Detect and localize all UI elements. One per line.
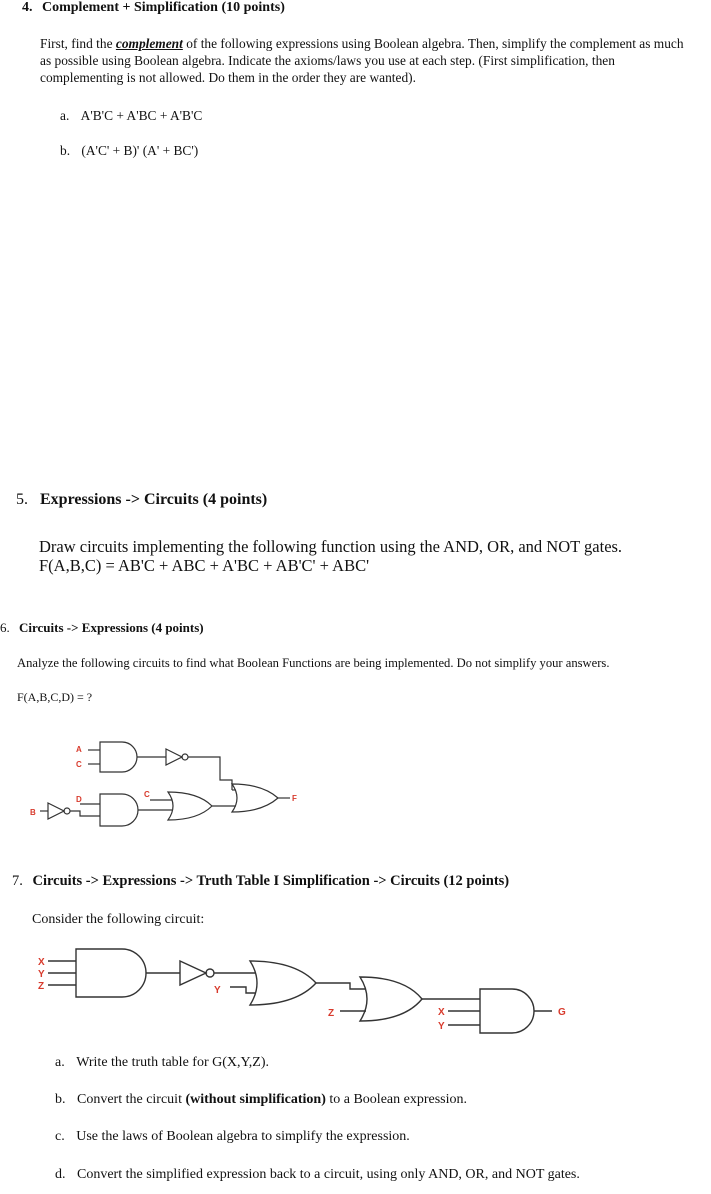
q6-label-f: F: [292, 794, 297, 803]
q6-title: Circuits -> Expressions (4 points): [19, 620, 204, 635]
q7-and-gate-2: [480, 989, 534, 1033]
q7-item-b-text: [77, 1092, 467, 1107]
q5-number: 5.: [16, 491, 28, 508]
q7-label-y2: Y: [214, 985, 221, 996]
q6-number: 6.: [0, 620, 10, 635]
q6-circuit-diagram: [0, 730, 330, 840]
q7-item-a: [55, 1055, 269, 1071]
q6-or-gate-1: [168, 792, 212, 820]
q4-item-a-expr: A'B'C + A'BC + A'B'C: [80, 108, 203, 123]
q7-heading: [12, 873, 509, 890]
q5-title: Expressions -> Circuits (4 points): [40, 491, 268, 508]
q7-label-z2: Z: [328, 1008, 335, 1019]
q7-title: Circuits -> Expressions -> Truth Table I Simplification -> Circuits (12 points): [32, 873, 510, 889]
q6-or-gate-2: [232, 784, 278, 812]
q6-label-b: B: [30, 808, 36, 817]
q7-item-a-label: a.: [55, 1055, 65, 1070]
q7-item-b-label: b.: [55, 1092, 66, 1107]
q6-heading: [0, 620, 204, 636]
q6-not-gate-1: [166, 749, 182, 765]
q4-instructions: [40, 36, 685, 86]
q7-label-y: Y: [38, 969, 45, 980]
q4-intro-post: of the following expressions using Boolean algebra. Then, simplify the complement as much as possible using Boolean algebra. Indicate the axioms/laws you use at each step. (First simplification, then complementing is not allowed. Do them in the order they are wanted).: [40, 36, 684, 85]
q4-heading: [22, 0, 285, 16]
q7-item-d: [55, 1167, 580, 1183]
q6-label-a: A: [76, 745, 82, 754]
q5-heading: [16, 491, 267, 509]
q4-title: Complement + Simplification (10 points): [42, 0, 285, 15]
q7-and-gate-1: [76, 949, 146, 997]
q6-and-gate-2: [100, 794, 138, 826]
q6-question: F(A,B,C,D) = ?: [17, 690, 93, 704]
q4-item-b: [60, 143, 198, 159]
q7-item-c: [55, 1129, 410, 1145]
q4-intro-pre: First, find the: [40, 36, 116, 51]
q4-item-b-expr: (A'C' + B)' (A' + BC'): [81, 143, 199, 158]
q7-item-b-pre: Convert the circuit: [77, 1092, 186, 1107]
q7-label-g: G: [558, 1007, 566, 1018]
q6-label-c: C: [76, 760, 82, 769]
q7-number: 7.: [12, 873, 23, 889]
q7-circuit-diagram: [0, 935, 600, 1040]
q7-item-c-text: Use the laws of Boolean algebra to simplify the expression.: [76, 1129, 410, 1144]
q7-label-y3: Y: [438, 1021, 445, 1032]
q4-item-a: [60, 108, 202, 124]
q7-intro: Consider the following circuit:: [32, 912, 205, 927]
q4-number: 4.: [22, 0, 33, 15]
q6-not-gate-b: [48, 803, 64, 819]
q5-line2: F(A,B,C) = AB'C + ABC + A'BC + AB'C' + ABC': [39, 556, 370, 575]
q7-item-d-label: d.: [55, 1167, 66, 1182]
q6-label-d: D: [76, 795, 82, 804]
q7-or-gate-1: [250, 961, 316, 1005]
q7-label-x3: X: [438, 1007, 445, 1018]
q7-item-c-label: c.: [55, 1129, 65, 1144]
q7-item-b-bold: (without simplification): [185, 1092, 326, 1107]
q6-label-c2: C: [144, 790, 150, 799]
q5-line1: Draw circuits implementing the following function using the AND, OR, and NOT gates.: [39, 537, 623, 556]
q7-not-gate: [180, 961, 206, 985]
q6-and-gate-1: [100, 742, 137, 772]
q7-label-z: Z: [38, 981, 45, 992]
q4-item-b-label: b.: [60, 143, 71, 158]
q7-item-a-text: Write the truth table for G(X,Y,Z).: [76, 1055, 270, 1070]
q7-or-gate-2: [360, 977, 422, 1021]
q7-item-b-post: to a Boolean expression.: [325, 1092, 467, 1107]
q4-intro-keyword: complement: [115, 36, 183, 51]
q4-item-a-label: a.: [60, 108, 70, 123]
q7-label-x: X: [38, 957, 45, 968]
q7-item-d-text: Convert the simplified expression back to a circuit, using only AND, OR, and NOT gates.: [77, 1167, 580, 1182]
q7-item-b: [55, 1092, 467, 1108]
q6-text: Analyze the following circuits to find what Boolean Functions are being implemented. Do not simplify your answers.: [17, 656, 610, 670]
